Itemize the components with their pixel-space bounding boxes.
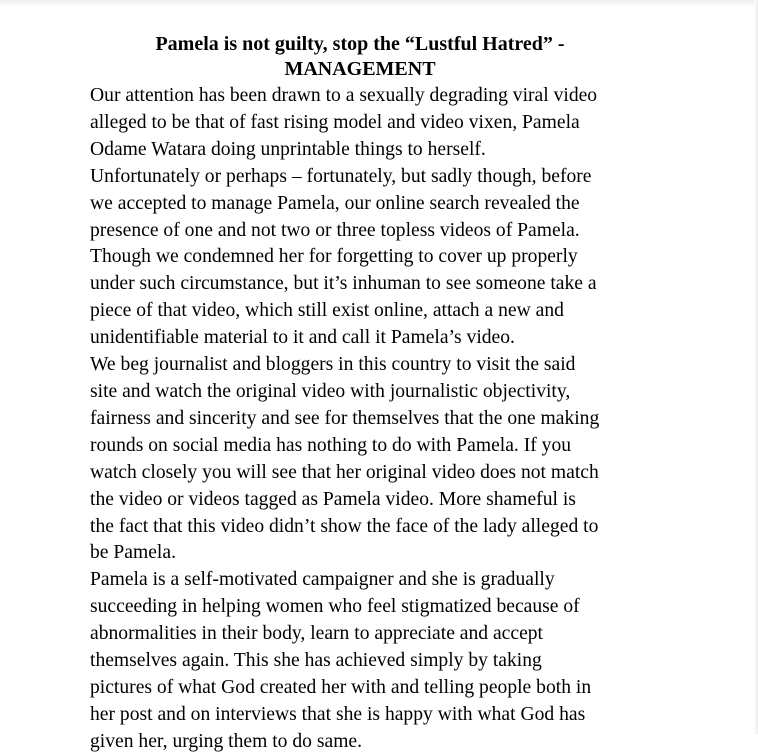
text-line: fairness and sincerity and see for themselves that the one making <box>90 407 600 429</box>
text-line: pictures of what God created her with and telling people both in <box>90 676 592 698</box>
headline-line-2: MANAGEMENT <box>284 58 436 80</box>
paragraph-4 <box>90 567 730 755</box>
right-edge-shadow <box>754 0 758 734</box>
text-line: unidentifiable material to it and call it Pamela’s video. <box>90 327 515 349</box>
text-line: site and watch the original video with journalistic objectivity, <box>90 380 571 402</box>
text-line: We beg journalist and bloggers in this country to visit the said <box>90 354 576 376</box>
text-line: piece of that video, which still exist online, attach a new and <box>90 300 564 322</box>
text-line: her post and on interviews that she is happy with what God has <box>90 703 586 725</box>
article-headline <box>80 32 640 82</box>
text-line: Though we condemned her for forgetting to cover up properly <box>90 246 578 268</box>
text-line: Odame Watara doing unprintable things to herself. <box>90 138 486 160</box>
text-line: presence of one and not two or three topless videos of Pamela. <box>90 219 580 241</box>
text-line: under such circumstance, but it’s inhuman to see someone take a <box>90 273 597 295</box>
headline-line-1: Pamela is not guilty, stop the “Lustful Hatred” - <box>155 33 565 55</box>
article-body <box>90 83 730 756</box>
text-line: Unfortunately or perhaps – fortunately, but sadly though, before <box>90 165 592 187</box>
paragraph-1 <box>90 83 730 164</box>
text-line: the video or videos tagged as Pamela video. More shameful is <box>90 488 576 510</box>
text-line: Our attention has been drawn to a sexually degrading viral video <box>90 85 598 106</box>
paragraph-3 <box>90 352 730 567</box>
text-line: alleged to be that of fast rising model and video vixen, Pamela <box>90 111 580 133</box>
text-line: succeeding in helping women who feel stigmatized because of <box>90 596 580 618</box>
text-line: abnormalities in their body, learn to appreciate and accept <box>90 623 543 645</box>
text-line: Pamela is a self-motivated campaigner and she is gradually <box>90 569 555 591</box>
paragraph-2 <box>90 164 730 352</box>
text-line: we accepted to manage Pamela, our online search revealed the <box>90 192 580 214</box>
text-line: given her, urging them to do same. <box>90 730 363 752</box>
text-line: the fact that this video didn’t show the face of the lady alleged to <box>90 515 599 537</box>
text-line: themselves again. This she has achieved simply by taking <box>90 650 542 672</box>
text-line: rounds on social media has nothing to do with Pamela. If you <box>90 434 572 456</box>
top-divider <box>0 0 758 6</box>
text-line: be Pamela. <box>90 542 176 564</box>
text-line: watch closely you will see that her original video does not match <box>90 461 599 483</box>
